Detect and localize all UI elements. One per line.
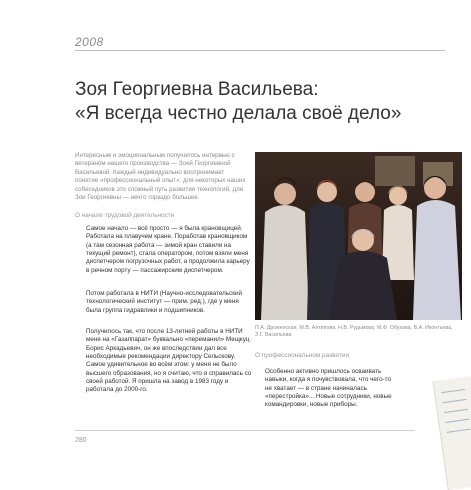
quote-paragraph-1: Самое начало — всё просто — я была крановщицей. Работала на плавучем кране. Поработав крановщиком (а там сезонная работа — зимой кран ставили на текущий ремонт), стала оператором, потом взяли меня диспетчером погрузочных работ, а продолжила карьеру в речном порту — пассажирским диспетчером. [86,225,250,274]
page-number: 280 [75,437,87,444]
quote-paragraph-3: Получилось так, что после 13-летней работы в НИТИ меня на «Газаппарат» буквально «переманил» Мещкуц Борис Аркадьевич, он же впоследствии дал все необходимые рекомендации директору Сельскову. Самое удивительное во всём этом: у меня не было высшего образования, но я считаю, что я справилась со своей работой. Я пришла на завод в 1983 году и работала до 2000-го. [86,328,252,394]
header-rule [75,50,445,51]
footer-rule [75,430,415,431]
title-line-2: «Я всегда честно делала своё дело» [75,103,402,124]
group-photo-image [255,152,462,320]
quote-paragraph-right: Особенно активно пришлось осваивать навыки, когда я почувствовала, что чего-то не хватает — в стране начиналась «перестройка»... Новые сотрудники, новые командировки, новые приборы. [265,368,392,409]
quote-paragraph-2: Потом работала в НИТИ (Научно-исследовательский технологический институт — прим. ред.), где у меня была группа гидравлики и подшипников. [86,290,243,314]
title-line-1: Зоя Георгиевна Васильева: [75,79,319,100]
adjacent-document-edge [433,376,471,490]
photo-caption: П.А. Дроженская, М.В. Антипова, Н.В. Рудьмова, М.Ф. Обухова, В.А. Иконтьева, З.Г. Васильева [255,325,453,339]
section-label-career-start: О начале трудовой деятельности [75,212,175,219]
intro-text: Интересным и эмоциональным получилось интервью с ветераном нашего производства — Зоей Георгиевной Васильевой. Каждый индивидуально воспринимает понятие «профессиональный опыт»: для некоторых наших собеседников это сложный путь развития технологий, для Зои Георгиевны — нечто гораздо большее. [75,152,246,202]
group-photo [255,152,462,320]
section-label-professional-development: О профессиональном развитии [255,352,350,359]
year-label: 2008 [75,35,104,49]
article-title [75,78,455,126]
